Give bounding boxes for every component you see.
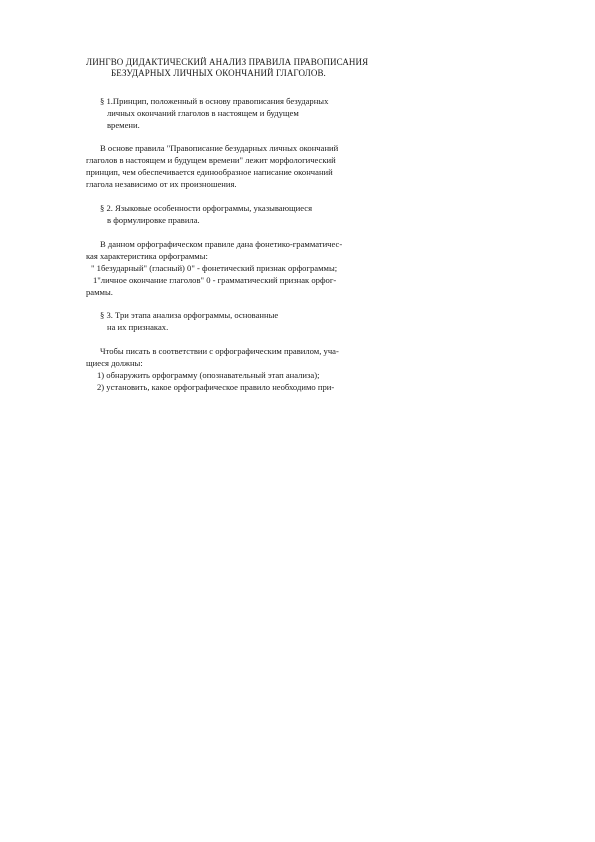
section-2-body-line-1: В данном орфографическом правиле дана фонетико-грамматичес-	[100, 239, 343, 249]
section-1-body-line-3: принцип, чем обеспечивается единообразное написание окончаний	[86, 167, 333, 177]
section-1-body-line-4: глагола независимо от их произношения.	[86, 179, 237, 189]
section-2-heading-line-1: § 2. Языковые особенности орфограммы, указывающиеся	[100, 203, 313, 213]
section-2-body-line-5: раммы.	[86, 287, 113, 297]
section-2-body-line-3: " 1безударный" (гласный) 0" - фонетический признак орфограммы;	[91, 263, 338, 273]
section-2-body-line-2: кая характеристика орфограммы:	[86, 251, 208, 261]
section-1-heading-line-1: § 1.Принцип, положенный в основу правописания безударных	[100, 96, 329, 106]
section-2-heading-line-2: в формулировке правила.	[107, 215, 200, 225]
section-1-heading-line-2: личных окончаний глаголов в настоящем и будущем	[107, 108, 299, 118]
section-1-body-line-1: В основе правила "Правописание безударных личных окончаний	[100, 143, 339, 153]
section-3-body-line-4: 2) установить, какое орфографическое правило необходимо при-	[97, 382, 335, 392]
section-1-heading-line-3: времени.	[107, 120, 140, 130]
section-3-body-line-2: щиеся должны:	[86, 358, 143, 368]
document-title-line-1: ЛИНГВО ДИДАКТИЧЕСКИЙ АНАЛИЗ ПРАВИЛА ПРАВОПИСАНИЯ	[86, 57, 369, 67]
section-3-body-line-3: 1) обнаружить орфограмму (опознавательный этап анализа);	[97, 370, 320, 380]
section-3-body-line-1: Чтобы писать в соответствии с орфографическим правилом, уча-	[100, 346, 339, 356]
section-3-heading-line-1: § 3. Три этапа анализа орфограммы, основанные	[100, 310, 279, 320]
document-title-line-2: БЕЗУДАРНЫХ ЛИЧНЫХ ОКОНЧАНИЙ ГЛАГОЛОВ.	[111, 68, 326, 78]
section-3-heading-line-2: на их признаках.	[107, 322, 169, 332]
section-2-body-line-4: 1"личное окончание глаголов" 0 - грамматический признак орфог-	[93, 275, 337, 285]
section-1-body-line-2: глаголов в настоящем и будущем времени" лежит морфологический	[86, 155, 336, 165]
